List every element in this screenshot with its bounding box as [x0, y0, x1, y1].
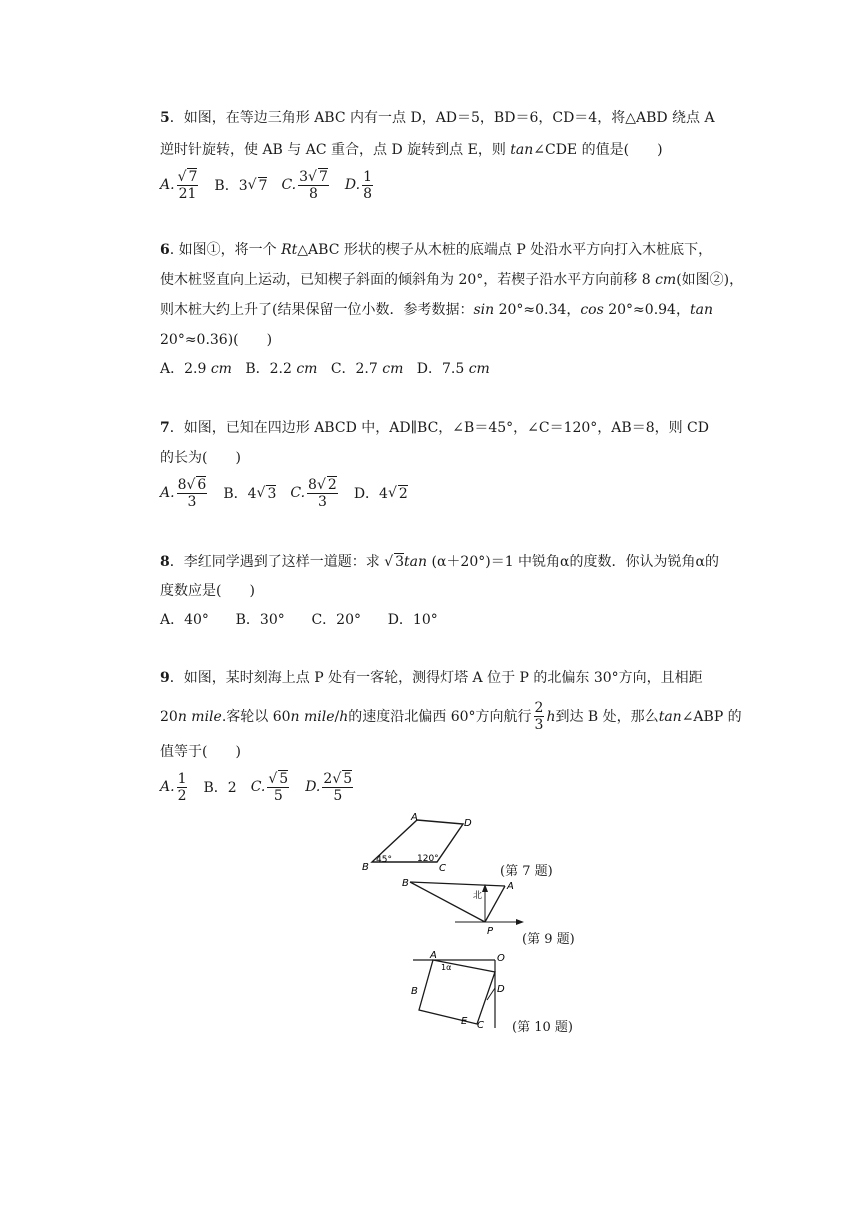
fig10-label-d: D [497, 984, 505, 995]
q6-option-c: C．2.7 cm [330, 361, 404, 377]
q9-option-c: C. $\frac{√ 5}{5}$ [250, 771, 289, 804]
fig7-label-d: D [464, 818, 472, 829]
q7-options [160, 476, 422, 510]
q5-line1: 5．如图，在等边三角形 ABC 内有一点 D，AD＝5，BD＝6，CD＝4，将△ABD 绕点 A [160, 110, 715, 126]
q9-option-b: B．2 [203, 780, 237, 796]
q9-line2: 20 n mile .客轮以 60 n mile / h 的速度沿北偏西 60°方向航行 $\frac{2}{3}$ h 到达 B 处，那么 tan ∠ABP 的 [160, 700, 742, 733]
fig7-angle-b: 45° [376, 855, 392, 865]
q5-option-d: D. $\frac{1}{8}$ [344, 168, 372, 202]
fig9-label-p: P [487, 926, 494, 937]
q9-fraction: $\frac{2}{3}$ [534, 700, 544, 733]
fig10-label-e: E [461, 1016, 468, 1027]
q5-option-b: B．3 √ 7 [214, 177, 268, 194]
q8-options [160, 610, 438, 630]
q6-option-d: D．7.5 cm [416, 361, 490, 377]
q7-option-a: A. $\frac{8√ 6}{3}$ [160, 477, 207, 510]
q8-line2: 度数应是( ) [160, 583, 255, 599]
q5-line2: 逆时针旋转，使 AB 与 AC 重合，点 D 旋转到点 E，则 tan∠CDE 的值是( ) [160, 142, 663, 158]
fig7-label-c: C [439, 863, 446, 874]
q6-line1: 6. 如图①，将一个 Rt△ABC 形状的楔子从木桩的底端点 P 处沿水平方向打入木桩底下， [160, 242, 713, 258]
figure-10-rectangle [405, 948, 515, 1030]
fig7-angle-c: 120° [417, 854, 439, 864]
q8-number: 8 [160, 554, 170, 570]
figure-9-bearing [395, 872, 530, 940]
fig10-label-o: O [497, 953, 505, 964]
fig9-label-b: B [402, 878, 409, 889]
q6-number: 6 [160, 242, 170, 258]
q5-option-c: C. $\frac{3√ 7}{8}$ [281, 169, 328, 202]
fig9-label-a: A [507, 881, 514, 892]
fig9-caption: (第 9 题) [522, 932, 575, 947]
q8-option-a: A．40° [160, 612, 209, 628]
q9-line1: 9．如图，某时刻海上点 P 处有一客轮，测得灯塔 A 位于 P 的北偏东 30°方向，且相距 [160, 670, 703, 686]
q6-line3: 则木桩大约上升了(结果保留一位小数．参考数据：sin 20°≈0.34，cos 20°≈0.94，tan [160, 302, 713, 318]
fig10-label-b: B [411, 986, 418, 997]
fig9-north: 北 [473, 891, 483, 901]
q6-option-a: A．2.9 cm [160, 361, 232, 377]
q6-option-b: B．2.2 cm [245, 361, 318, 377]
fig7-label-a: A [411, 812, 418, 823]
q7-option-c: C. $\frac{8√ 2}{3}$ [290, 477, 337, 510]
q6-line4: 20°≈0.36)( ) [160, 332, 273, 348]
figure-7-trapezoid [355, 812, 495, 874]
fig10-label-c: C [477, 1020, 484, 1030]
q5-number: 5 [160, 110, 170, 126]
fig10-caption: (第 10 题) [512, 1020, 573, 1035]
q5-options [160, 168, 389, 202]
q6-options [160, 359, 490, 379]
q9-number: 9 [160, 670, 170, 686]
q8-option-d: D．10° [387, 612, 438, 628]
q7-option-b: B．4 √ 3 [223, 485, 277, 502]
q5-option-a: A. $\frac{√ 7}{21}$ [160, 169, 198, 202]
q9-option-d: D. $\frac{2√ 5}{5}$ [305, 771, 353, 804]
fig7-label-b: B [362, 862, 369, 873]
fig10-label-a: A [430, 950, 437, 961]
q7-line2: 的长为( ) [160, 450, 241, 466]
fig10-angle: 1α [441, 963, 452, 972]
q7-option-d: D．4 √ 2 [353, 485, 408, 502]
q7-number: 7 [160, 420, 170, 436]
fig7-caption: (第 7 题) [500, 864, 553, 879]
q9-line3: 值等于( ) [160, 744, 241, 760]
q8-line1: 8．李红同学遇到了这样一道题：求 √ 3tan (α＋20°)＝1 中锐角α的度数．你认为锐角α的 [160, 554, 719, 570]
q6-line2: 使木桩竖直向上运动，已知楔子斜面的倾斜角为 20°，若楔子沿水平方向前移 8 cm(如图②)， [160, 272, 744, 288]
q7-line1: 7．如图，已知在四边形 ABCD 中，AD∥BC，∠B＝45°，∠C＝120°，AB＝8，则 CD [160, 420, 709, 436]
q8-option-b: B．30° [235, 612, 285, 628]
q9-options [160, 770, 369, 804]
q9-option-a: A. $\frac{1}{2}$ [160, 770, 187, 804]
q8-option-c: C．20° [311, 612, 361, 628]
